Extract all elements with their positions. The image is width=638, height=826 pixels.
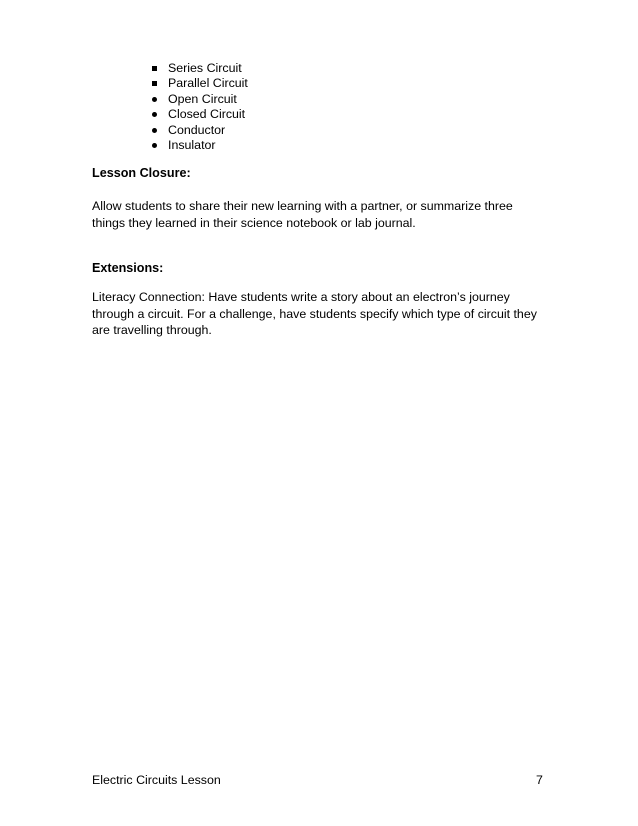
footer-document-title: Electric Circuits Lesson [92,773,221,787]
round-bullet-icon [152,128,157,133]
lesson-closure-heading: Lesson Closure: [92,166,191,180]
round-bullet-icon [152,143,157,148]
list-item [152,76,248,91]
vocabulary-term: Parallel Circuit [168,76,248,91]
vocabulary-term: Conductor [168,122,226,137]
vocabulary-list [152,61,248,153]
round-bullet-icon [152,97,157,102]
extensions-heading: Extensions: [92,261,164,275]
paragraph-line: things they learned in their science notebook or lab journal. [92,215,416,230]
list-item [152,92,248,107]
vocabulary-term: Insulator [168,137,216,152]
list-item [152,107,248,122]
extensions-paragraph [92,289,542,339]
square-bullet-icon [152,81,157,86]
footer-page-number: 7 [536,773,543,787]
paragraph-line: Allow students to share their new learning with a partner, or summarize three [92,199,513,213]
vocabulary-term: Open Circuit [168,91,237,106]
list-item [152,61,248,76]
vocabulary-term: Closed Circuit [168,107,246,122]
paragraph-line: are travelling through. [92,323,212,337]
lesson-closure-paragraph [92,198,542,231]
square-bullet-icon [152,66,157,71]
round-bullet-icon [152,112,157,117]
paragraph-line: Literacy Connection: Have students write a story about an electron’s journey [92,290,510,304]
list-item [152,123,248,138]
vocabulary-term: Series Circuit [168,61,242,75]
list-item [152,138,248,153]
paragraph-line: through a circuit. For a challenge, have students specify which type of circuit they [92,306,537,321]
